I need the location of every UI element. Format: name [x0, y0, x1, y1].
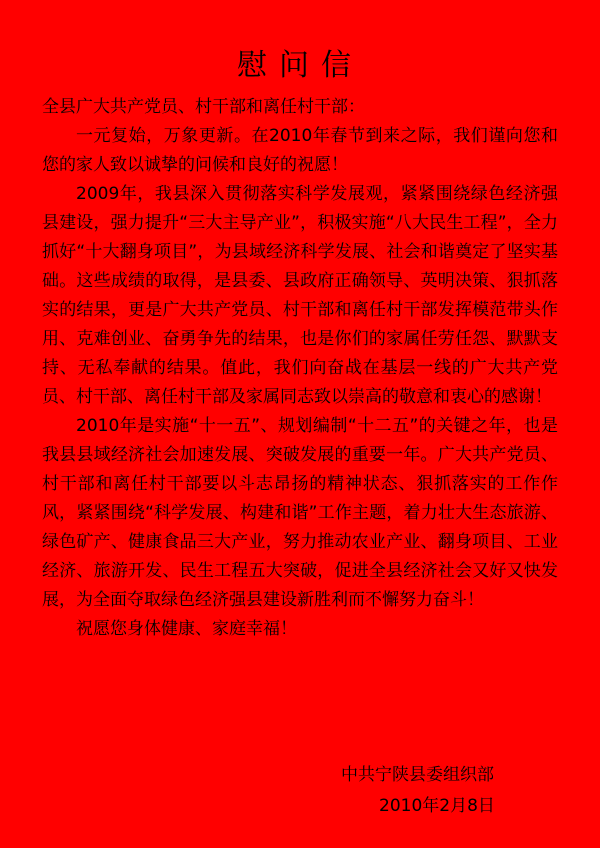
letter-salutation: 全县广大共产党员、村干部和离任村干部： — [42, 97, 365, 117]
letter-body — [42, 122, 558, 644]
signature-date: 2010年2月8日 — [379, 796, 495, 816]
paragraph-greeting: 一元复始，万象更新。在2010年春节到来之际，我们谨向您和您的家人致以诚挚的问候和良好的祝愿！ — [42, 126, 558, 175]
signature-organization: 中共宁陕县委组织部 — [341, 765, 494, 785]
paragraph-closing-wish: 祝愿您身体健康、家庭幸福！ — [76, 619, 297, 639]
paragraph-achievements-2009: 2009年，我县深入贯彻落实科学发展观，紧紧围绕绿色经济强县建设，强力提升“三大主导产业”，积极实施“八大民生工程”，全力抓好“十大翻身项目”，为县域经济科学发展、社会和谐奠定了坚实基础。这些成绩的取得，是县委、县政府正确领导、英明决策、狠抓落实的结果，更是广大共产党员、村干部和离任村干部发挥模范带头作用、克难创业、奋勇争先的结果，也是你们的家属任劳任怨、默默支持、无私奉献的结果。值此，我们向奋战在基层一线的广大共产党员、村干部、离任村干部及家属同志致以崇高的敬意和衷心的感谢！ — [42, 184, 558, 407]
letter-title: 慰问信 — [237, 48, 363, 83]
paragraph-goals-2010: 2010年是实施“十一五”、规划编制“十二五”的关键之年，也是我县县域经济社会加速发展、突破发展的重要一年。广大共产党员、村干部和离任村干部要以斗志昂扬的精神状态、狠抓落实的工作作风，紧紧围绕“科学发展、构建和谐”工作主题，着力壮大生态旅游、绿色矿产、健康食品三大产业，努力推动农业产业、翻身项目、工业经济、旅游开发、民生工程五大突破，促进全县经济社会又好又快发展，为全面夺取绿色经济强县建设新胜利而不懈努力奋斗！ — [42, 416, 558, 610]
